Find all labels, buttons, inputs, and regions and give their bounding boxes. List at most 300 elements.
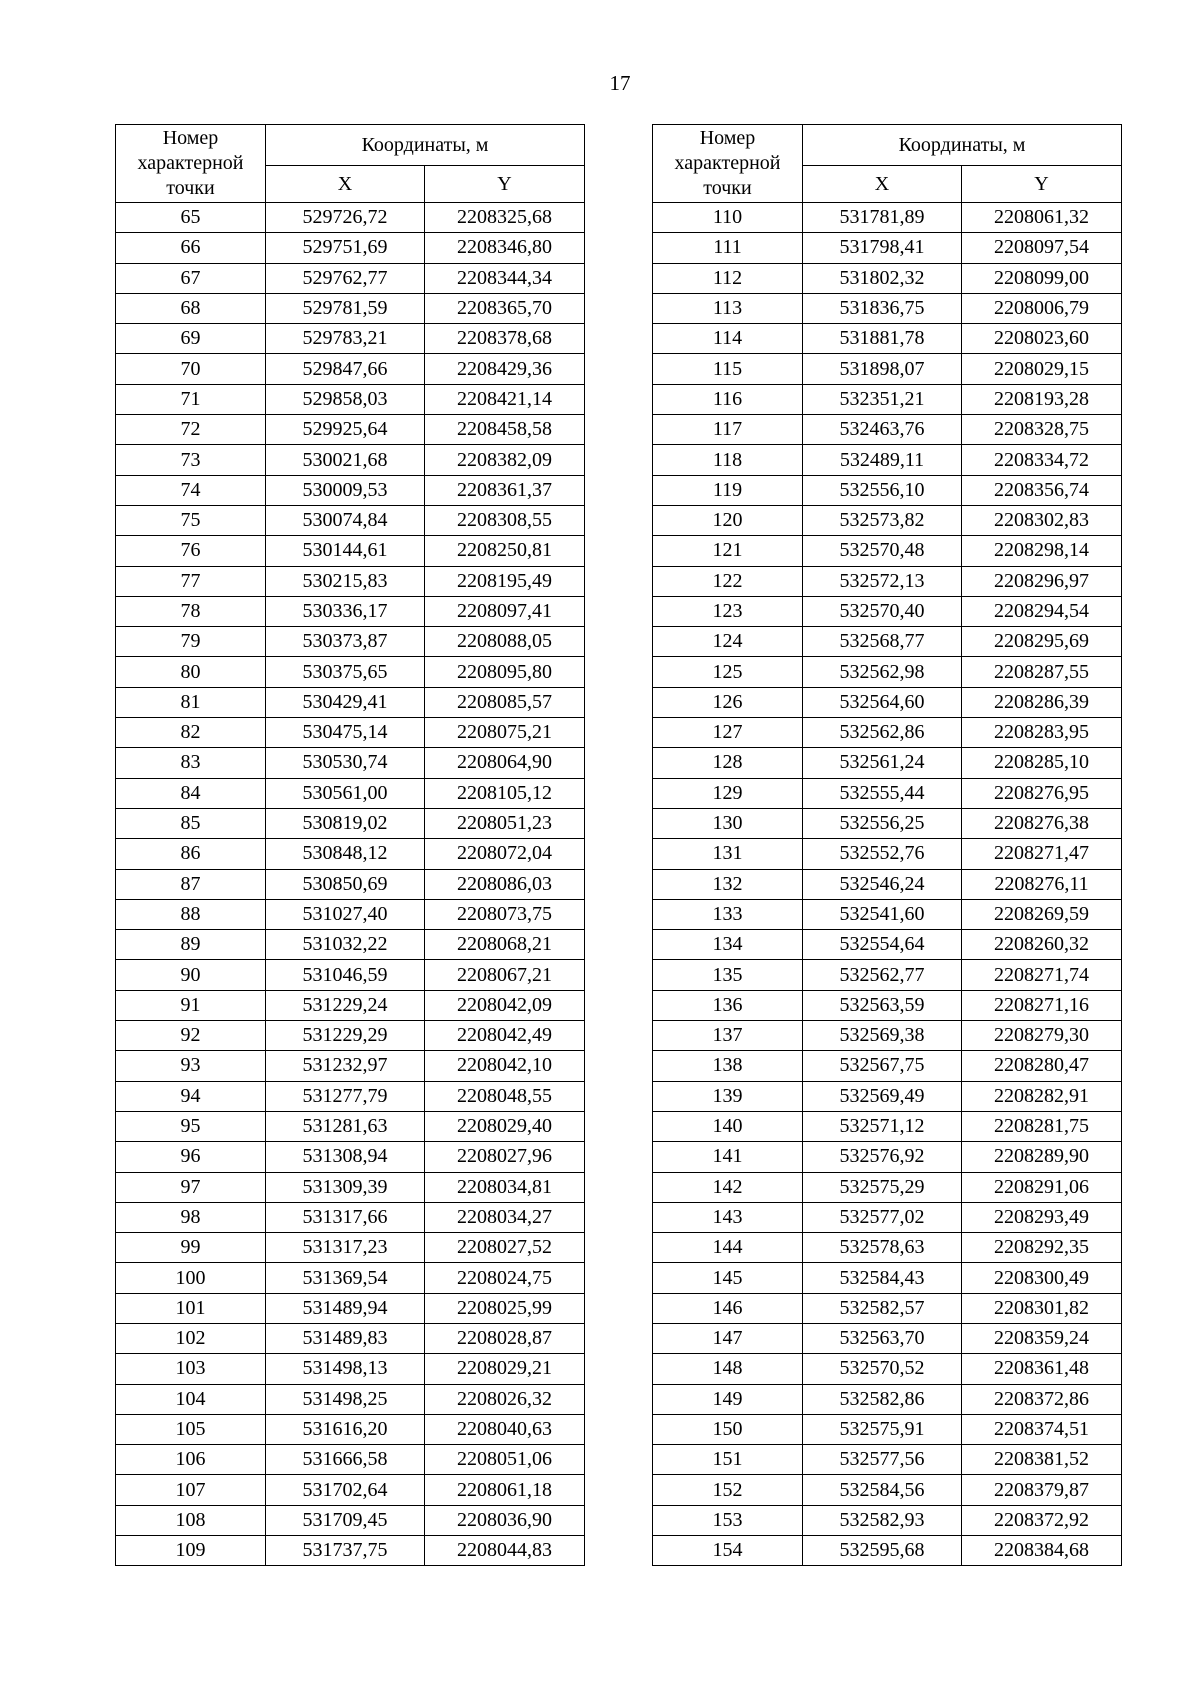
page-number: 17: [609, 71, 631, 95]
y-coordinate-cell: 2208042,09: [425, 990, 585, 1020]
y-coordinate-cell: 2208325,68: [425, 203, 585, 233]
point-number-cell: 148: [653, 1354, 803, 1384]
x-coordinate-cell: 531737,75: [266, 1536, 425, 1566]
y-coordinate-cell: 2208287,55: [962, 657, 1122, 687]
table-row: [653, 354, 1122, 384]
y-coordinate-cell: 2208328,75: [962, 415, 1122, 445]
table-row: [653, 1505, 1122, 1535]
y-coordinate-cell: 2208372,86: [962, 1384, 1122, 1414]
y-coordinate-cell: 2208026,32: [425, 1384, 585, 1414]
x-coordinate-cell: 529858,03: [266, 384, 425, 414]
point-number-cell: 88: [116, 899, 266, 929]
table-row: [653, 233, 1122, 263]
table-row: [116, 869, 585, 899]
x-coordinate-cell: 532351,21: [803, 384, 962, 414]
y-coordinate-cell: 2208382,09: [425, 445, 585, 475]
x-coordinate-cell: 532556,25: [803, 808, 962, 838]
table-row: [653, 1263, 1122, 1293]
y-coordinate-cell: 2208292,35: [962, 1233, 1122, 1263]
table-row: [653, 1293, 1122, 1323]
x-coordinate-cell: 532570,40: [803, 596, 962, 626]
table-row: [116, 627, 585, 657]
y-coordinate-cell: 2208281,75: [962, 1111, 1122, 1141]
point-number-cell: 79: [116, 627, 266, 657]
y-coordinate-cell: 2208044,83: [425, 1536, 585, 1566]
table-row: [116, 1081, 585, 1111]
x-coordinate-cell: 532554,64: [803, 930, 962, 960]
table-row: [653, 1051, 1122, 1081]
table-row: [116, 657, 585, 687]
table-row: [116, 1323, 585, 1353]
point-number-cell: 98: [116, 1202, 266, 1232]
x-coordinate-cell: 531616,20: [266, 1414, 425, 1444]
point-number-cell: 95: [116, 1111, 266, 1141]
y-coordinate-cell: 2208294,54: [962, 596, 1122, 626]
y-coordinate-cell: 2208250,81: [425, 536, 585, 566]
x-coordinate-cell: 531798,41: [803, 233, 962, 263]
y-coordinate-cell: 2208285,10: [962, 748, 1122, 778]
x-coordinate-cell: 532489,11: [803, 445, 962, 475]
point-number-cell: 154: [653, 1536, 803, 1566]
x-coordinate-cell: 532595,68: [803, 1536, 962, 1566]
y-coordinate-cell: 2208027,52: [425, 1233, 585, 1263]
y-coordinate-cell: 2208006,79: [962, 293, 1122, 323]
point-number-cell: 69: [116, 324, 266, 354]
x-coordinate-cell: 531498,13: [266, 1354, 425, 1384]
y-coordinate-cell: 2208029,21: [425, 1354, 585, 1384]
point-number-cell: 75: [116, 505, 266, 535]
table-row: [653, 899, 1122, 929]
table-row: [116, 1172, 585, 1202]
table-row: [116, 1202, 585, 1232]
x-coordinate-cell: 532570,48: [803, 536, 962, 566]
y-coordinate-cell: 2208334,72: [962, 445, 1122, 475]
y-coordinate-cell: 2208271,16: [962, 990, 1122, 1020]
table-row: [116, 1263, 585, 1293]
y-coordinate-cell: 2208034,27: [425, 1202, 585, 1232]
x-coordinate-cell: 532541,60: [803, 899, 962, 929]
point-number-cell: 84: [116, 778, 266, 808]
table-row: [116, 384, 585, 414]
point-number-cell: 71: [116, 384, 266, 414]
table-row: [653, 1445, 1122, 1475]
x-coordinate-cell: 532570,52: [803, 1354, 962, 1384]
x-coordinate-cell: 531702,64: [266, 1475, 425, 1505]
point-number-cell: 136: [653, 990, 803, 1020]
y-coordinate-cell: 2208300,49: [962, 1263, 1122, 1293]
y-coordinate-cell: 2208072,04: [425, 839, 585, 869]
table-row: [653, 324, 1122, 354]
table-row: [116, 778, 585, 808]
y-coordinate-cell: 2208195,49: [425, 566, 585, 596]
x-coordinate-cell: 529783,21: [266, 324, 425, 354]
table-row: [116, 839, 585, 869]
y-coordinate-cell: 2208271,74: [962, 960, 1122, 990]
point-number-cell: 137: [653, 1021, 803, 1051]
table-row: [116, 1111, 585, 1141]
x-coordinate-cell: 530819,02: [266, 808, 425, 838]
y-coordinate-cell: 2208024,75: [425, 1263, 585, 1293]
y-coordinate-cell: 2208193,28: [962, 384, 1122, 414]
table-row: [116, 899, 585, 929]
point-number-cell: 135: [653, 960, 803, 990]
table-row: [116, 354, 585, 384]
table-row: [116, 263, 585, 293]
y-coordinate-cell: 2208421,14: [425, 384, 585, 414]
table-row: [116, 1414, 585, 1444]
y-coordinate-cell: 2208085,57: [425, 687, 585, 717]
table-row: [653, 1142, 1122, 1172]
x-coordinate-cell: 531369,54: [266, 1263, 425, 1293]
x-coordinate-cell: 530561,00: [266, 778, 425, 808]
point-number-cell: 94: [116, 1081, 266, 1111]
table-row: [653, 384, 1122, 414]
x-coordinate-cell: 529751,69: [266, 233, 425, 263]
x-coordinate-cell: 531229,24: [266, 990, 425, 1020]
point-number-cell: 123: [653, 596, 803, 626]
y-coordinate-cell: 2208086,03: [425, 869, 585, 899]
x-coordinate-cell: 530530,74: [266, 748, 425, 778]
y-coordinate-cell: 2208379,87: [962, 1475, 1122, 1505]
y-coordinate-cell: 2208361,37: [425, 475, 585, 505]
y-coordinate-cell: 2208344,34: [425, 263, 585, 293]
point-number-cell: 126: [653, 687, 803, 717]
x-coordinate-cell: 530375,65: [266, 657, 425, 687]
point-number-cell: 124: [653, 627, 803, 657]
x-coordinate-cell: 531277,79: [266, 1081, 425, 1111]
point-number-cell: 116: [653, 384, 803, 414]
point-number-header-line: характерной: [674, 152, 781, 174]
table-row: [116, 293, 585, 323]
x-coordinate-cell: 531898,07: [803, 354, 962, 384]
y-coordinate-cell: 2208042,49: [425, 1021, 585, 1051]
x-coordinate-cell: 532563,59: [803, 990, 962, 1020]
point-number-cell: 82: [116, 718, 266, 748]
point-number-cell: 153: [653, 1505, 803, 1535]
x-coordinate-cell: 532556,10: [803, 475, 962, 505]
x-coordinate-cell: 531802,32: [803, 263, 962, 293]
y-coordinate-cell: 2208097,41: [425, 596, 585, 626]
y-coordinate-cell: 2208036,90: [425, 1505, 585, 1535]
point-number-cell: 80: [116, 657, 266, 687]
y-coordinate-cell: 2208365,70: [425, 293, 585, 323]
point-number-cell: 146: [653, 1293, 803, 1323]
y-axis-header: Y: [962, 166, 1122, 203]
y-coordinate-cell: 2208276,11: [962, 869, 1122, 899]
point-number-cell: 105: [116, 1414, 266, 1444]
y-coordinate-cell: 2208295,69: [962, 627, 1122, 657]
x-coordinate-cell: 531498,25: [266, 1384, 425, 1414]
table-row: [653, 687, 1122, 717]
x-coordinate-cell: 531232,97: [266, 1051, 425, 1081]
point-number-header-line: Номер: [699, 127, 756, 149]
coordinates-table-left: [115, 124, 585, 1566]
point-number-cell: 85: [116, 808, 266, 838]
point-number-cell: 103: [116, 1354, 266, 1384]
y-coordinate-cell: 2208061,32: [962, 203, 1122, 233]
y-coordinate-cell: 2208029,15: [962, 354, 1122, 384]
y-coordinate-cell: 2208075,21: [425, 718, 585, 748]
point-number-cell: 129: [653, 778, 803, 808]
y-coordinate-cell: 2208286,39: [962, 687, 1122, 717]
point-number-cell: 151: [653, 1445, 803, 1475]
y-coordinate-cell: 2208023,60: [962, 324, 1122, 354]
x-coordinate-cell: 530144,61: [266, 536, 425, 566]
point-number-cell: 83: [116, 748, 266, 778]
table-row: [653, 1111, 1122, 1141]
table-row: [116, 687, 585, 717]
point-number-cell: 125: [653, 657, 803, 687]
point-number-cell: 86: [116, 839, 266, 869]
x-coordinate-cell: 532567,75: [803, 1051, 962, 1081]
y-coordinate-cell: 2208260,32: [962, 930, 1122, 960]
point-number-cell: 134: [653, 930, 803, 960]
point-number-header-line: характерной: [137, 152, 244, 174]
point-number-cell: 147: [653, 1323, 803, 1353]
point-number-cell: 72: [116, 415, 266, 445]
point-number-cell: 96: [116, 1142, 266, 1172]
y-coordinate-cell: 2208034,81: [425, 1172, 585, 1202]
y-coordinate-cell: 2208378,68: [425, 324, 585, 354]
table-row: [653, 869, 1122, 899]
point-number-cell: 106: [116, 1445, 266, 1475]
x-coordinate-cell: 532561,24: [803, 748, 962, 778]
y-coordinate-cell: 2208068,21: [425, 930, 585, 960]
point-number-cell: 81: [116, 687, 266, 717]
point-number-cell: 115: [653, 354, 803, 384]
y-coordinate-cell: 2208293,49: [962, 1202, 1122, 1232]
table-row: [653, 1021, 1122, 1051]
y-coordinate-cell: 2208271,47: [962, 839, 1122, 869]
point-number-cell: 91: [116, 990, 266, 1020]
y-coordinate-cell: 2208269,59: [962, 899, 1122, 929]
table-row: [653, 445, 1122, 475]
table-body: [653, 203, 1122, 1566]
x-coordinate-cell: 529726,72: [266, 203, 425, 233]
table-row: [116, 748, 585, 778]
table-row: [116, 1293, 585, 1323]
point-number-cell: 73: [116, 445, 266, 475]
table-row: [116, 596, 585, 626]
x-coordinate-cell: 532563,70: [803, 1323, 962, 1353]
table-row: [653, 1536, 1122, 1566]
y-coordinate-cell: 2208040,63: [425, 1414, 585, 1444]
y-coordinate-cell: 2208088,05: [425, 627, 585, 657]
y-coordinate-cell: 2208064,90: [425, 748, 585, 778]
table-row: [116, 1051, 585, 1081]
point-number-cell: 150: [653, 1414, 803, 1444]
coordinates-header: Координаты, м: [266, 125, 585, 166]
point-number-cell: 140: [653, 1111, 803, 1141]
table-row: [116, 1384, 585, 1414]
point-number-cell: 143: [653, 1202, 803, 1232]
x-coordinate-cell: 531281,63: [266, 1111, 425, 1141]
x-coordinate-cell: 532582,86: [803, 1384, 962, 1414]
x-coordinate-cell: 532568,77: [803, 627, 962, 657]
y-coordinate-cell: 2208067,21: [425, 960, 585, 990]
point-number-cell: 89: [116, 930, 266, 960]
point-number-cell: 128: [653, 748, 803, 778]
x-coordinate-cell: 530336,17: [266, 596, 425, 626]
table-row: [116, 415, 585, 445]
x-coordinate-cell: 531489,94: [266, 1293, 425, 1323]
table-row: [653, 839, 1122, 869]
table-row: [653, 475, 1122, 505]
y-coordinate-cell: 2208095,80: [425, 657, 585, 687]
table-row: [653, 1384, 1122, 1414]
table-row: [116, 990, 585, 1020]
x-coordinate-cell: 530429,41: [266, 687, 425, 717]
table-row: [116, 1505, 585, 1535]
x-coordinate-cell: 532577,02: [803, 1202, 962, 1232]
table-row: [116, 930, 585, 960]
y-coordinate-cell: 2208346,80: [425, 233, 585, 263]
table-row: [116, 960, 585, 990]
y-coordinate-cell: 2208359,24: [962, 1323, 1122, 1353]
point-number-cell: 66: [116, 233, 266, 263]
point-number-cell: 107: [116, 1475, 266, 1505]
table-row: [653, 1233, 1122, 1263]
x-coordinate-cell: 529762,77: [266, 263, 425, 293]
table-row: [653, 1172, 1122, 1202]
point-number-cell: 97: [116, 1172, 266, 1202]
y-coordinate-cell: 2208291,06: [962, 1172, 1122, 1202]
table-row: [653, 415, 1122, 445]
table-row: [653, 1081, 1122, 1111]
x-coordinate-cell: 529925,64: [266, 415, 425, 445]
point-number-header: [653, 125, 803, 203]
x-coordinate-cell: 532562,77: [803, 960, 962, 990]
x-coordinate-cell: 531229,29: [266, 1021, 425, 1051]
point-number-cell: 102: [116, 1323, 266, 1353]
point-number-cell: 120: [653, 505, 803, 535]
table-row: [653, 536, 1122, 566]
y-coordinate-cell: 2208276,38: [962, 808, 1122, 838]
table-row: [116, 1536, 585, 1566]
table-row: [653, 1323, 1122, 1353]
x-coordinate-cell: 531027,40: [266, 899, 425, 929]
y-coordinate-cell: 2208381,52: [962, 1445, 1122, 1475]
y-coordinate-cell: 2208302,83: [962, 505, 1122, 535]
y-coordinate-cell: 2208025,99: [425, 1293, 585, 1323]
y-coordinate-cell: 2208372,92: [962, 1505, 1122, 1535]
y-coordinate-cell: 2208283,95: [962, 718, 1122, 748]
x-coordinate-cell: 530475,14: [266, 718, 425, 748]
point-number-cell: 74: [116, 475, 266, 505]
table-row: [653, 1475, 1122, 1505]
table-row: [116, 1475, 585, 1505]
point-number-cell: 145: [653, 1263, 803, 1293]
point-number-cell: 99: [116, 1233, 266, 1263]
point-number-cell: 132: [653, 869, 803, 899]
point-number-cell: 93: [116, 1051, 266, 1081]
y-coordinate-cell: 2208029,40: [425, 1111, 585, 1141]
x-coordinate-cell: 532562,98: [803, 657, 962, 687]
point-number-cell: 90: [116, 960, 266, 990]
y-coordinate-cell: 2208276,95: [962, 778, 1122, 808]
y-coordinate-cell: 2208099,00: [962, 263, 1122, 293]
point-number-cell: 70: [116, 354, 266, 384]
point-number-cell: 118: [653, 445, 803, 475]
x-coordinate-cell: 532575,29: [803, 1172, 962, 1202]
y-axis-header: Y: [425, 166, 585, 203]
point-number-cell: 130: [653, 808, 803, 838]
point-number-cell: 131: [653, 839, 803, 869]
point-number-cell: 138: [653, 1051, 803, 1081]
coordinates-table-right: [652, 124, 1122, 1566]
point-number-header: [116, 125, 266, 203]
point-number-cell: 108: [116, 1505, 266, 1535]
table-row: [116, 1142, 585, 1172]
x-coordinate-cell: 530850,69: [266, 869, 425, 899]
coordinates-header: Координаты, м: [803, 125, 1122, 166]
x-coordinate-cell: 530021,68: [266, 445, 425, 475]
point-number-cell: 67: [116, 263, 266, 293]
point-number-cell: 111: [653, 233, 803, 263]
table-row: [653, 1354, 1122, 1384]
table-row: [653, 263, 1122, 293]
table-row: [653, 1202, 1122, 1232]
x-coordinate-cell: 531836,75: [803, 293, 962, 323]
x-coordinate-cell: 532569,38: [803, 1021, 962, 1051]
table-row: [116, 475, 585, 505]
point-number-cell: 76: [116, 536, 266, 566]
y-coordinate-cell: 2208308,55: [425, 505, 585, 535]
table-row: [116, 203, 585, 233]
x-coordinate-cell: 532569,49: [803, 1081, 962, 1111]
table-row: [653, 505, 1122, 535]
y-coordinate-cell: 2208073,75: [425, 899, 585, 929]
table-row: [116, 1354, 585, 1384]
x-coordinate-cell: 532562,86: [803, 718, 962, 748]
x-coordinate-cell: 532576,92: [803, 1142, 962, 1172]
x-coordinate-cell: 532578,63: [803, 1233, 962, 1263]
y-coordinate-cell: 2208458,58: [425, 415, 585, 445]
y-coordinate-cell: 2208289,90: [962, 1142, 1122, 1172]
x-coordinate-cell: 530074,84: [266, 505, 425, 535]
y-coordinate-cell: 2208027,96: [425, 1142, 585, 1172]
table-row: [653, 718, 1122, 748]
table-row: [116, 808, 585, 838]
table-row: [653, 990, 1122, 1020]
x-coordinate-cell: 532564,60: [803, 687, 962, 717]
table-row: [116, 566, 585, 596]
x-coordinate-cell: 532582,57: [803, 1293, 962, 1323]
y-coordinate-cell: 2208042,10: [425, 1051, 585, 1081]
point-number-header-line: точки: [703, 177, 752, 199]
x-coordinate-cell: 531881,78: [803, 324, 962, 354]
x-coordinate-cell: 532546,24: [803, 869, 962, 899]
y-coordinate-cell: 2208361,48: [962, 1354, 1122, 1384]
point-number-cell: 144: [653, 1233, 803, 1263]
point-number-cell: 117: [653, 415, 803, 445]
point-number-cell: 78: [116, 596, 266, 626]
y-coordinate-cell: 2208301,82: [962, 1293, 1122, 1323]
y-coordinate-cell: 2208105,12: [425, 778, 585, 808]
x-coordinate-cell: 531709,45: [266, 1505, 425, 1535]
point-number-cell: 100: [116, 1263, 266, 1293]
point-number-cell: 133: [653, 899, 803, 929]
point-number-cell: 110: [653, 203, 803, 233]
x-coordinate-cell: 531309,39: [266, 1172, 425, 1202]
x-coordinate-cell: 532573,82: [803, 505, 962, 535]
x-coordinate-cell: 531781,89: [803, 203, 962, 233]
x-coordinate-cell: 529781,59: [266, 293, 425, 323]
point-number-cell: 141: [653, 1142, 803, 1172]
point-number-cell: 109: [116, 1536, 266, 1566]
y-coordinate-cell: 2208097,54: [962, 233, 1122, 263]
point-number-cell: 142: [653, 1172, 803, 1202]
